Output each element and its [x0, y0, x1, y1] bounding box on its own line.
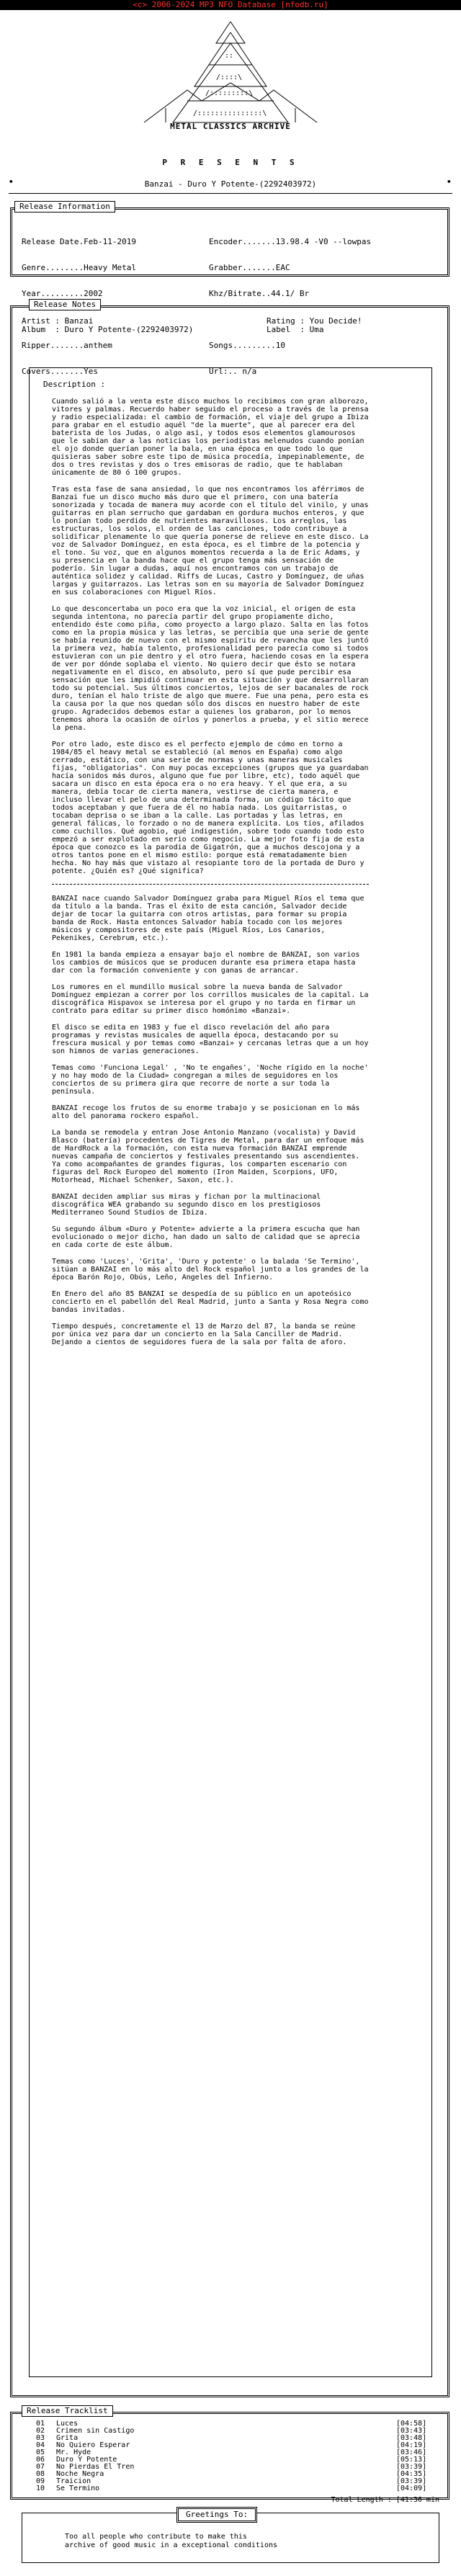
artist-line: Artist : Banzai	[22, 316, 94, 326]
track-length: [03:39]	[396, 2463, 427, 2471]
greetings-tab: Greetings To:	[176, 2507, 257, 2523]
bullet-left: •	[9, 177, 14, 187]
description-paragraph: En Enero del año 85 BANZAI se despedía de su público en un apoteósico concierto en el pabellón del Real Madrid, junto a Santa y Rosa Negra como bandas invitadas.	[52, 1290, 369, 1314]
description-title: Description :	[43, 380, 106, 389]
greetings-text	[65, 2533, 396, 2550]
svg-text:::: ::	[225, 52, 234, 60]
track-length: [05:13]	[396, 2456, 427, 2464]
description-paragraph: Lo que desconcertaba un poco era que la voz inicial, el origen de esta segunda intentona, no parecía partir del grupo propiamente dicho, entendido éste como piña, como proyecto a largo plazo. Salta en las fotos como en la propia música y las letras, se percibía que una serie de gente se había reunido de nuevo con el mismo espíritu de revancha que les juntó la primera vez, había talento, profesionalidad pero parecía como si todos estuvieran con un pie dentro y el otro fuera, haciendo cosas en la espera de ver por dónde soplaba el viento. No quiero decir que ésto se notara negativamente en el disco, en absoluto, pero sí que pude percibir esa sensación que les impidió continuar en esta situación y que desarrollaran todo su potencial. Sus últimos conciertos, lejos de ser bacanales de rock duro, tenían el halo triste de algo que muere. Fue una pena, pero esta es la causa por la que nos quedan sólo dos discos en nuestro haber de este grupo. Agradecidos debemos estar a quienes los grabaron, por lo menos tenemos ahora la ocasión de oírlos y ponerlos a prueba, y el sitio merece la pena.	[52, 605, 369, 732]
track-length: [03:48]	[396, 2434, 427, 2442]
info-covers: Covers.......Yes	[22, 367, 98, 376]
svg-text:/::::\: /::::\	[216, 73, 243, 81]
description-paragraph: BANZAI recoge los frutos de su enorme trabajo y se posicionan en lo más alto del panorama rockero español.	[52, 1104, 360, 1120]
track-length: [03:39]	[396, 2477, 427, 2485]
description-paragraph: En 1981 la banda empieza a ensayar bajo el nombre de BANZAI, son varios los cambios de músicos que se producen durante esa primera etapa hasta dar con la formación conveniente y con ganas de arrancar.	[52, 951, 360, 975]
description-paragraph: Su segundo álbum «Duro y Potente» advierte a la primera escucha que han evolucionado o mejor dicho, han dado un salto de calidad que se aprecia en cada corte de este álbum.	[52, 1225, 360, 1249]
track-number: 06	[36, 2456, 45, 2464]
track-number: 02	[36, 2427, 45, 2435]
track-row	[36, 2471, 439, 2478]
track-length: [04:19]	[396, 2441, 427, 2449]
greetings-line: Too all people who contribute to make this	[65, 2533, 247, 2541]
track-title: Mr. Hyde	[56, 2448, 91, 2456]
track-length: [04:09]	[396, 2485, 427, 2492]
track-title: No Quiero Esperar	[56, 2441, 130, 2449]
info-bitrate: Khz/Bitrate..44.1/ Br	[209, 289, 310, 298]
track-length: [04:58]	[396, 2420, 427, 2428]
site-banner: <c> 2006-2024 MP3 NFO Database [nfodb.ru]	[0, 0, 461, 10]
track-number: 10	[36, 2485, 45, 2492]
description-paragraph: Cuando salió a la venta este disco muchos lo recibimos con gran alborozo, vitores y palmas. Recuerdo haber seguido el proceso a través de la prensa y radio especializada: el cambio de formación, el viaje del grupo a Ibiza para grabar en el estudio aquél "de la muerte", que al parecer era del baterista de los Judas, o algo así, y todos esos elementos glamourosos que le sabían dar a las noticias los periodistas melenudos cuando ponían el ojo donde querían poner la bala, en una época en que todo lo que quisieras saber sobre este tipo de música procedía, impepinablemente, de dos o tres revistas y dos o tres emisoras de radio, que te hablaban únicamente de 80 ó 100 grupos.	[52, 398, 369, 477]
track-title: Crimen sin Castigo	[56, 2427, 135, 2435]
release-notes-header	[22, 317, 439, 334]
description-paragraph: Temas como 'Luces', 'Grita', 'Duro y potente' o la balada 'Se Termino', sitúan a BANZAI en lo más alto del Rock español junto a los grandes de la época Barón Rojo, Obús, Leño, Angeles del Infierno.	[52, 1258, 369, 1282]
description-paragraph: La banda se remodela y entran Jose Antonio Manzano (vocalista) y David Blasco (batería) procedentes de Tigres de Metal, para dar un enfoque más de HardRock a la formación, con esta nueva formación BANZAI emprende nuevas campaña de conciertos y festivales presentando sus ascendientes. Ya como acompañantes de grandes figuras, los comparten escenario con figuras del Rock Europeo del momento (Iron Maiden, Scorpions, UFO, Motorhead, Michael Schenker, Saxon, etc.).	[52, 1129, 364, 1184]
info-year: Year.........2002	[22, 289, 103, 298]
info-url: Url:.. n/a	[209, 367, 257, 376]
svg-text:/:::::::::\: /:::::::::\	[205, 89, 254, 97]
description-paragraph: Tras esta fase de sana ansiedad, lo que nos encontramos los aférrimos de Banzai fue un disco mucho más duro que el primero, con una batería sonorizada y tocada de manera muy acorde con el título del vinilo, y unas guitarras en plan serrucho que gardaban en gordura muchos enteros, y que lo ponían todo perdido de nutrientes maravillosos. Los arreglos, las estructuras, los solos, el orden de las canciones, todo contribuye a solidificar plenamente lo que quería ponerse de relieve en este disco. La voz de Salvador Domínguez, en esta época, es el timbre de la potencia y el tono. Su voz, que en algunos momentos recuerda a la de Eric Adams, y su presencia en la banda hace que el grupo tenga más sensación de poderío. Sin lugar a dudas, aquí nos encontramos con un trabajo de auténtica solidez y calidad. Riffs de Lucas, Castro y Domínguez, de uñas largas y guitarrazos. Las letras son en su mayoría de Salvador Domínguez en sus colaboraciones con Miguel Ríos.	[52, 486, 369, 596]
bullet-right: •	[447, 177, 452, 187]
track-row	[36, 2442, 439, 2449]
track-title: Traicion	[56, 2477, 91, 2485]
total-length: Total Length : [41:36 min	[331, 2496, 439, 2504]
description-paragraph: Los rumores en el mundillo musical sobre la nueva banda de Salvador Domínguez empiezan a correr por los corrillos musicales de la capital. La discográfica Hispavox se interesa por el grupo y no tarda en firmar un contrato para editar su primer disco homónimo «Banzai».	[52, 983, 369, 1015]
release-notes-tab: Release Notes	[29, 299, 101, 310]
track-number: 04	[36, 2441, 45, 2449]
presents-heading: P R E S E N T S	[162, 158, 299, 167]
info-songs: Songs.........10	[209, 341, 285, 350]
description-body	[52, 398, 369, 1355]
description-paragraph: BANZAI deciden ampliar sus miras y fichan por la multinacional discográfica WEA grabando su segundo disco en los prestigiosos Mediterraneo Sound Studios de Ibiza.	[52, 1193, 321, 1217]
track-title: Grita	[56, 2434, 79, 2442]
info-ripper: Ripper.......anthem	[22, 341, 112, 350]
rating-line: Rating : You Decide!	[267, 316, 362, 326]
track-title: Noche Negra	[56, 2470, 104, 2478]
dashed-separator	[52, 884, 369, 885]
info-release-date: Release Date.Feb-11-2019	[22, 237, 136, 246]
metal-classics-logo	[0, 14, 461, 158]
track-row	[36, 2428, 439, 2435]
track-number: 05	[36, 2448, 45, 2456]
description-paragraph: Temas como 'Funciona Legal' , 'No te engañes', 'Noche rígido en la noche' y no hay modo de la Ciudad» congregan a miles de seguidores en los conciertos de su primera gira que recorre de norte a sur toda la península.	[52, 1064, 369, 1096]
release-name: Banzai - Duro Y Potente-(2292403972)	[144, 179, 317, 189]
info-grabber: Grabber.......EAC	[209, 263, 290, 272]
track-number: 07	[36, 2463, 45, 2471]
track-length: [03:43]	[396, 2427, 427, 2435]
description-paragraph: El disco se edita en 1983 y fue el disco revelación del año para programas y revistas musicales de aquella época, destacando por su frescura musical y por temas como «Banzai» y cercanas letras que a un hoy son himnos de varias generaciones.	[52, 1024, 369, 1055]
info-genre: Genre........Heavy Metal	[22, 263, 136, 272]
release-information-tab: Release Information	[14, 201, 115, 213]
track-length: [03:46]	[396, 2448, 427, 2456]
track-row	[36, 2485, 439, 2492]
track-title: Se Termino	[56, 2485, 100, 2492]
release-tracklist-tab: Release Tracklist	[22, 2405, 113, 2417]
label-line: Label : Uma	[267, 325, 324, 334]
track-length: [04:35]	[396, 2470, 427, 2478]
divider	[9, 193, 452, 194]
description-paragraph: Por otro lado, este disco es el perfecto ejemplo de cómo en torno a 1984/85 el heavy metal se estableció (al menos en España) como algo cerrado, estático, con una serie de normas y unas maneras musicales fijas, "obligatorias". Con muy pocas excepciones (grupos que ya guardaban hacía sonidos más duros, alguno que fue por libre, etc), todo aquél que sacara un disco en esta época era o no era heavy. Y el que era, a su manera, debía tocar de cierta manera, vestirse de cierta manera, e incluso llevar el pelo de una determinada forma, un código tácito que todos aceptaban y que fuera de él no había nada. Los guitarristas, o tocaban deprisa o se iban a la calle. Las portadas y las letras, en general fálicas, lo forzado o no de manera explícita. Los tíos, afilados como cuchillos. Qué agobio, qué indigestión, sobre todo cuando todo esto empezó a ser explotado en serio como negocio. La mejor foto fija de esta época que conozco es la parodia de Gigatrón, que a muchos descojona y a otros tantos pone en el mismo estilo: porque está rematadamente bien hecha. No hay más que vistazo al resopiante toro de la portada de Duro y potente. ¿Quién es? ¿Qué significa?	[52, 741, 369, 875]
track-number: 01	[36, 2420, 45, 2428]
track-title: Luces	[56, 2420, 79, 2428]
greetings-line: archive of good music in a exceptional conditions	[65, 2541, 278, 2549]
description-paragraph: Tiempo después, concretamente el 13 de Marzo del 87, la banda se reúne por única vez para dar un concierto en la Sala Canciller de Madrid. Dejando a cientos de seguidores fuera de la sala por falta de aforo.	[52, 1323, 356, 1346]
track-number: 03	[36, 2434, 45, 2442]
album-line: Album : Duro Y Potente-(2292403972)	[22, 325, 194, 334]
svg-text:/:::::::::::::::\: /:::::::::::::::\	[193, 109, 267, 117]
track-title: No Pierdas El Tren	[56, 2463, 135, 2471]
track-number: 08	[36, 2470, 45, 2478]
logo-title: METAL CLASSICS ARCHIVE	[170, 122, 291, 131]
tracklist	[36, 2420, 439, 2504]
description-paragraph: BANZAI nace cuando Salvador Domínguez graba para Miguel Ríos el tema que da título a la banda. Tras el éxito de esta canción, Salvador decide dejar de tocar la guitarra con otros artistas, para formar su propia banda de Rock. Hasta entonces Salvador había tocado con los mejores músicos y compositores de este país (Miguel Ríos, Los Canarios, Pekenikes, Cerebrum, etc.).	[52, 895, 364, 942]
info-encoder: Encoder.......13.98.4 -V0 --lowpas	[209, 237, 372, 246]
track-number: 09	[36, 2477, 45, 2485]
track-title: Duro Y Potente	[56, 2456, 117, 2464]
